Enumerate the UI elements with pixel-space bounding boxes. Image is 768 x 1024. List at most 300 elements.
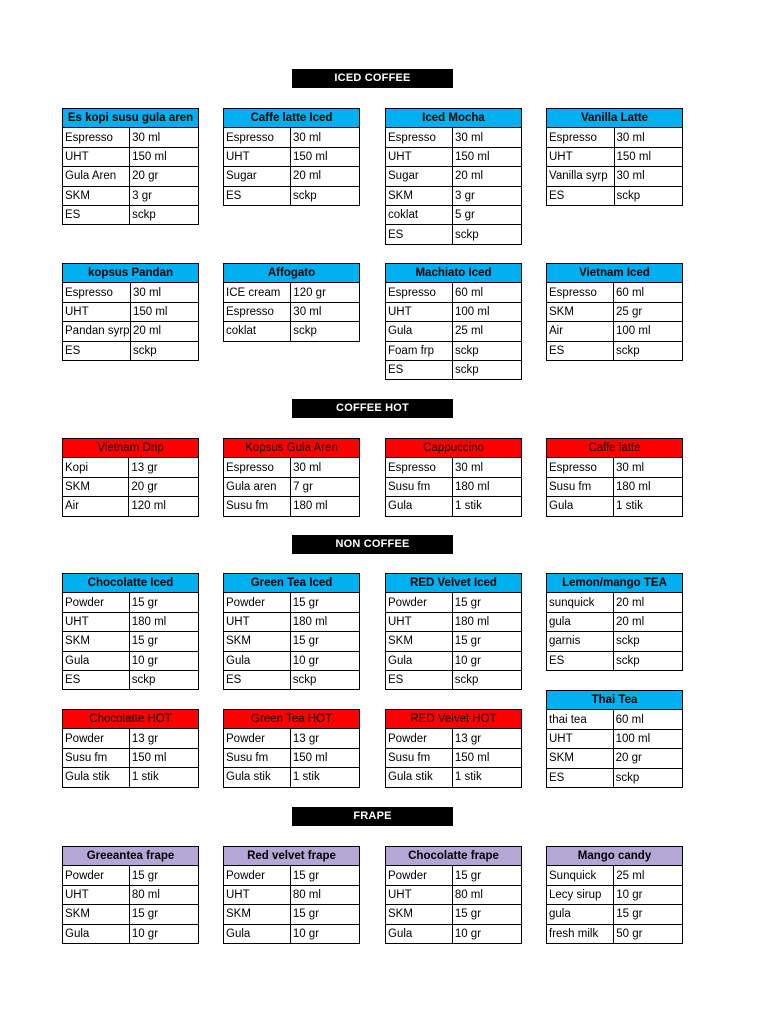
- ingredient-amount: 180 ml: [452, 612, 521, 631]
- recipe-card: [62, 108, 199, 225]
- ingredient-name: ES: [547, 186, 615, 205]
- recipe-card: [546, 573, 683, 671]
- ingredient-name: fresh milk: [547, 924, 614, 943]
- ingredient-amount: 25 gr: [613, 302, 682, 321]
- ingredient-amount: 25 ml: [614, 866, 683, 885]
- ingredient-amount: 15 gr: [129, 866, 198, 885]
- ingredient-amount: 180 ml: [290, 612, 359, 631]
- recipe-card: [385, 263, 522, 380]
- ingredient-amount: 3 gr: [452, 186, 521, 205]
- ingredient-name: Gula: [386, 651, 453, 670]
- ingredient-amount: 5 gr: [452, 205, 521, 224]
- ingredient-amount: 30 ml: [130, 128, 199, 147]
- ingredient-name: SKM: [547, 302, 614, 321]
- ingredient-amount: 1 stik: [452, 768, 521, 787]
- ingredient-amount: sckp: [452, 341, 521, 360]
- ingredient-row: [386, 924, 522, 943]
- ingredient-row: [386, 632, 522, 651]
- ingredient-name: UHT: [63, 885, 130, 904]
- ingredient-amount: sckp: [290, 186, 359, 205]
- recipe-title: RED Velvet Iced: [386, 574, 522, 593]
- ingredient-row: [386, 885, 522, 904]
- ingredient-amount: 30 ml: [130, 283, 198, 302]
- ingredient-name: Gula stik: [63, 768, 130, 787]
- ingredient-amount: 80 ml: [129, 885, 198, 904]
- ingredient-name: coklat: [386, 205, 453, 224]
- ingredient-row: [547, 729, 683, 748]
- ingredient-name: UHT: [386, 147, 453, 166]
- ingredient-name: Susu fm: [224, 497, 291, 516]
- ingredient-amount: 1 stik: [290, 768, 359, 787]
- recipe-card: [546, 690, 683, 788]
- ingredient-row: [386, 322, 522, 341]
- recipe-card: [62, 438, 199, 517]
- ingredient-row: [547, 322, 683, 341]
- ingredient-amount: 1 stik: [452, 497, 521, 516]
- ingredient-name: UHT: [386, 612, 453, 631]
- recipe-card: [223, 263, 360, 342]
- ingredient-row: [386, 748, 522, 767]
- ingredient-amount: 15 gr: [290, 905, 359, 924]
- ingredient-name: Foam frp: [386, 341, 453, 360]
- ingredient-name: SKM: [386, 186, 453, 205]
- ingredient-amount: sckp: [614, 632, 683, 651]
- ingredient-amount: 180 ml: [613, 477, 682, 496]
- ingredient-amount: 50 gr: [614, 924, 683, 943]
- ingredient-amount: sckp: [614, 186, 682, 205]
- ingredient-row: [547, 302, 683, 321]
- ingredient-row: [547, 477, 683, 496]
- ingredient-name: gula: [547, 905, 614, 924]
- recipe-title: Lemon/mango TEA: [547, 574, 683, 593]
- recipe-card: [223, 573, 360, 690]
- section-banner-non-coffee: NON COFFEE: [292, 535, 453, 554]
- ingredient-name: Espresso: [224, 458, 291, 477]
- ingredient-name: Sugar: [224, 167, 291, 186]
- ingredient-name: ES: [63, 205, 130, 224]
- ingredient-row: [386, 167, 522, 186]
- ingredient-row: [386, 612, 522, 631]
- ingredient-row: [547, 924, 683, 943]
- section-banner-iced-coffee: ICED COFFEE: [292, 69, 453, 88]
- ingredient-name: ES: [224, 186, 291, 205]
- ingredient-row: [224, 866, 360, 885]
- ingredient-row: [63, 593, 199, 612]
- ingredient-amount: sckp: [614, 651, 683, 670]
- ingredient-name: Gula: [386, 322, 453, 341]
- ingredient-name: SKM: [63, 632, 130, 651]
- ingredient-amount: 60 ml: [452, 283, 521, 302]
- ingredient-row: [224, 302, 360, 321]
- ingredient-name: UHT: [547, 147, 615, 166]
- ingredient-row: [386, 186, 522, 205]
- recipe-card: [385, 573, 522, 690]
- ingredient-row: [547, 186, 683, 205]
- ingredient-amount: sckp: [452, 360, 521, 379]
- ingredient-name: thai tea: [547, 710, 614, 729]
- ingredient-amount: 80 ml: [452, 885, 521, 904]
- ingredient-row: [547, 147, 683, 166]
- recipe-card: [385, 846, 522, 944]
- ingredient-amount: 20 gr: [129, 477, 199, 496]
- ingredient-row: [386, 670, 522, 689]
- ingredient-name: Powder: [224, 593, 291, 612]
- ingredient-name: Powder: [224, 729, 291, 748]
- ingredient-name: ES: [547, 341, 614, 360]
- ingredient-name: Sunquick: [547, 866, 614, 885]
- ingredient-amount: 150 ml: [452, 147, 521, 166]
- ingredient-name: Gula stik: [224, 768, 291, 787]
- recipe-title: Green Tea HOT: [224, 710, 360, 729]
- ingredient-name: Air: [63, 497, 129, 516]
- ingredient-row: [386, 497, 522, 516]
- ingredient-amount: 15 gr: [452, 593, 521, 612]
- recipe-title: Chocolatte HOT: [63, 710, 199, 729]
- ingredient-amount: sckp: [452, 225, 521, 244]
- recipe-title: RED Velvet HOT: [386, 710, 522, 729]
- ingredient-name: Pandan syrp: [63, 322, 131, 341]
- recipe-title: Mango candy: [547, 847, 683, 866]
- ingredient-row: [547, 710, 683, 729]
- ingredient-amount: 13 gr: [129, 458, 199, 477]
- ingredient-name: SKM: [63, 905, 130, 924]
- ingredient-row: [63, 905, 199, 924]
- ingredient-name: Espresso: [547, 283, 614, 302]
- ingredient-row: [547, 283, 683, 302]
- ingredient-amount: 13 gr: [452, 729, 521, 748]
- ingredient-row: [224, 729, 360, 748]
- ingredient-amount: 10 gr: [452, 924, 521, 943]
- ingredient-amount: 150 ml: [129, 748, 198, 767]
- ingredient-amount: 15 gr: [290, 632, 359, 651]
- ingredient-amount: 20 ml: [452, 167, 521, 186]
- recipe-title: Affogato: [224, 264, 360, 283]
- ingredient-row: [63, 458, 199, 477]
- ingredient-name: Gula aren: [224, 477, 291, 496]
- ingredient-row: [224, 924, 360, 943]
- ingredient-name: Powder: [63, 729, 130, 748]
- ingredient-amount: 20 ml: [614, 593, 683, 612]
- ingredient-amount: 15 gr: [614, 905, 683, 924]
- ingredient-row: [547, 593, 683, 612]
- ingredient-row: [63, 128, 199, 147]
- ingredient-row: [386, 651, 522, 670]
- ingredient-amount: 150 ml: [290, 748, 359, 767]
- ingredient-amount: sckp: [613, 768, 682, 787]
- ingredient-row: [224, 651, 360, 670]
- ingredient-amount: 10 gr: [290, 924, 359, 943]
- ingredient-name: Espresso: [547, 458, 614, 477]
- recipe-title: kopsus Pandan: [63, 264, 199, 283]
- ingredient-amount: 15 gr: [452, 866, 521, 885]
- ingredient-row: [224, 885, 360, 904]
- ingredient-amount: 60 ml: [613, 710, 682, 729]
- ingredient-name: UHT: [386, 885, 453, 904]
- ingredient-amount: 10 gr: [129, 651, 198, 670]
- ingredient-name: Susu fm: [386, 748, 453, 767]
- ingredient-amount: 180 ml: [452, 477, 521, 496]
- ingredient-amount: 15 gr: [452, 905, 521, 924]
- ingredient-row: [224, 593, 360, 612]
- ingredient-amount: 15 gr: [452, 632, 521, 651]
- ingredient-name: UHT: [224, 147, 291, 166]
- section-banner-coffee-hot: COFFEE HOT: [292, 399, 453, 418]
- ingredient-name: SKM: [224, 905, 291, 924]
- ingredient-row: [386, 302, 522, 321]
- ingredient-row: [547, 885, 683, 904]
- ingredient-row: [224, 632, 360, 651]
- recipe-card: [62, 709, 199, 788]
- ingredient-row: [386, 866, 522, 885]
- ingredient-amount: sckp: [291, 322, 360, 341]
- ingredient-name: UHT: [224, 885, 291, 904]
- ingredient-amount: 1 stik: [129, 768, 198, 787]
- ingredient-name: sunquick: [547, 593, 614, 612]
- ingredient-name: ICE cream: [224, 283, 291, 302]
- ingredient-row: [63, 147, 199, 166]
- ingredient-row: [547, 128, 683, 147]
- ingredient-row: [63, 866, 199, 885]
- recipe-card: [62, 573, 199, 690]
- ingredient-name: Gula: [63, 924, 130, 943]
- ingredient-name: Espresso: [386, 458, 453, 477]
- ingredient-name: Gula: [547, 497, 614, 516]
- ingredient-row: [547, 458, 683, 477]
- ingredient-row: [224, 167, 360, 186]
- ingredient-row: [224, 748, 360, 767]
- recipe-card: [385, 108, 522, 245]
- ingredient-amount: sckp: [130, 205, 199, 224]
- ingredient-amount: sckp: [452, 670, 521, 689]
- ingredient-row: [63, 497, 199, 516]
- recipe-card: [62, 263, 199, 361]
- ingredient-row: [63, 924, 199, 943]
- recipe-title: Vietnam Iced: [547, 264, 683, 283]
- ingredient-name: Powder: [386, 866, 453, 885]
- ingredient-name: garnis: [547, 632, 614, 651]
- ingredient-name: UHT: [63, 302, 131, 321]
- ingredient-amount: sckp: [130, 341, 198, 360]
- ingredient-row: [386, 128, 522, 147]
- ingredient-name: Espresso: [63, 283, 131, 302]
- recipe-card: [223, 709, 360, 788]
- ingredient-name: Vanilla syrp: [547, 167, 615, 186]
- ingredient-name: ES: [547, 768, 614, 787]
- ingredient-amount: 80 ml: [290, 885, 359, 904]
- ingredient-name: UHT: [63, 612, 130, 631]
- ingredient-name: coklat: [224, 322, 291, 341]
- ingredient-amount: 20 gr: [613, 749, 682, 768]
- ingredient-amount: 30 ml: [614, 128, 682, 147]
- ingredient-row: [386, 729, 522, 748]
- ingredient-amount: 7 gr: [291, 477, 360, 496]
- ingredient-amount: 30 ml: [452, 458, 521, 477]
- ingredient-row: [547, 497, 683, 516]
- recipe-title: Chocolatte Iced: [63, 574, 199, 593]
- ingredient-row: [386, 147, 522, 166]
- ingredient-name: Kopi: [63, 458, 129, 477]
- recipe-card: [546, 108, 683, 206]
- recipe-card: [546, 438, 683, 517]
- ingredient-row: [63, 768, 199, 787]
- ingredient-row: [386, 593, 522, 612]
- ingredient-name: Gula: [386, 924, 453, 943]
- ingredient-row: [386, 905, 522, 924]
- ingredient-name: Espresso: [224, 128, 291, 147]
- ingredient-row: [547, 866, 683, 885]
- recipe-title: Red velvet frape: [224, 847, 360, 866]
- ingredient-name: Gula stik: [386, 768, 453, 787]
- ingredient-row: [63, 322, 199, 341]
- ingredient-name: Gula: [386, 497, 453, 516]
- ingredient-amount: 30 ml: [291, 458, 360, 477]
- ingredient-amount: 10 gr: [129, 924, 198, 943]
- ingredient-amount: 120 gr: [291, 283, 360, 302]
- recipe-title: Vanilla Latte: [547, 109, 683, 128]
- ingredient-name: Espresso: [224, 302, 291, 321]
- ingredient-name: Lecy sirup: [547, 885, 614, 904]
- section-banner-frape: FRAPE: [292, 807, 453, 826]
- ingredient-row: [224, 186, 360, 205]
- recipe-card: [546, 263, 683, 361]
- recipe-title: Machiato Iced: [386, 264, 522, 283]
- ingredient-amount: 150 ml: [130, 147, 199, 166]
- ingredient-name: Powder: [63, 866, 130, 885]
- ingredient-amount: 15 gr: [290, 866, 359, 885]
- ingredient-amount: 60 ml: [613, 283, 682, 302]
- ingredient-row: [224, 670, 360, 689]
- ingredient-row: [63, 341, 199, 360]
- ingredient-name: ES: [63, 341, 131, 360]
- ingredient-amount: 20 ml: [130, 322, 198, 341]
- ingredient-amount: 25 ml: [452, 322, 521, 341]
- recipe-card: [223, 846, 360, 944]
- ingredient-row: [63, 885, 199, 904]
- ingredient-amount: 20 ml: [290, 167, 359, 186]
- ingredient-name: Susu fm: [386, 477, 453, 496]
- ingredient-amount: 100 ml: [613, 322, 682, 341]
- ingredient-row: [224, 612, 360, 631]
- recipe-card: [385, 709, 522, 788]
- ingredient-amount: 30 ml: [613, 458, 682, 477]
- ingredient-name: Powder: [386, 593, 453, 612]
- ingredient-amount: 15 gr: [290, 593, 359, 612]
- ingredient-amount: 100 ml: [613, 729, 682, 748]
- ingredient-row: [224, 283, 360, 302]
- ingredient-amount: 10 gr: [452, 651, 521, 670]
- recipe-title: Greeantea frape: [63, 847, 199, 866]
- ingredient-amount: 30 ml: [290, 128, 359, 147]
- ingredient-name: UHT: [547, 729, 614, 748]
- ingredient-row: [547, 167, 683, 186]
- ingredient-name: Susu fm: [547, 477, 614, 496]
- ingredient-name: SKM: [63, 477, 129, 496]
- ingredient-row: [547, 632, 683, 651]
- recipe-card: [62, 846, 199, 944]
- ingredient-row: [386, 225, 522, 244]
- recipe-title: Vietnam Drip: [63, 439, 199, 458]
- recipe-title: Thai Tea: [547, 691, 683, 710]
- ingredient-name: Gula: [224, 924, 291, 943]
- ingredient-row: [386, 477, 522, 496]
- ingredient-amount: 15 gr: [129, 593, 198, 612]
- ingredient-row: [386, 341, 522, 360]
- ingredient-name: UHT: [224, 612, 291, 631]
- ingredient-amount: 20 gr: [130, 167, 199, 186]
- ingredient-name: Gula Aren: [63, 167, 130, 186]
- ingredient-name: Air: [547, 322, 614, 341]
- ingredient-row: [63, 167, 199, 186]
- ingredient-name: ES: [386, 670, 453, 689]
- ingredient-row: [386, 768, 522, 787]
- recipe-title: Green Tea Iced: [224, 574, 360, 593]
- ingredient-amount: 13 gr: [129, 729, 198, 748]
- ingredient-amount: 150 ml: [452, 748, 521, 767]
- recipe-card: [223, 108, 360, 206]
- ingredient-amount: 10 gr: [290, 651, 359, 670]
- ingredient-amount: 13 gr: [290, 729, 359, 748]
- ingredient-name: Susu fm: [63, 748, 130, 767]
- ingredient-row: [63, 477, 199, 496]
- ingredient-name: gula: [547, 612, 614, 631]
- ingredient-amount: sckp: [129, 670, 198, 689]
- recipe-title: Caffe latte Iced: [224, 109, 360, 128]
- ingredient-name: Espresso: [386, 128, 453, 147]
- ingredient-name: Powder: [386, 729, 453, 748]
- ingredient-row: [63, 186, 199, 205]
- ingredient-name: SKM: [386, 905, 453, 924]
- ingredient-name: Powder: [224, 866, 291, 885]
- ingredient-row: [386, 283, 522, 302]
- ingredient-name: UHT: [63, 147, 130, 166]
- ingredient-name: ES: [386, 225, 453, 244]
- ingredient-row: [224, 477, 360, 496]
- ingredient-row: [547, 612, 683, 631]
- recipe-title: Chocolatte frape: [386, 847, 522, 866]
- ingredient-name: SKM: [547, 749, 614, 768]
- ingredient-row: [224, 322, 360, 341]
- recipe-title: Cappuccino: [386, 439, 522, 458]
- ingredient-name: Susu fm: [224, 748, 291, 767]
- ingredient-row: [547, 651, 683, 670]
- ingredient-amount: 120 ml: [129, 497, 199, 516]
- ingredient-amount: 15 gr: [129, 632, 198, 651]
- ingredient-row: [224, 128, 360, 147]
- recipe-title: Kopsus Gula Aren: [224, 439, 360, 458]
- ingredient-amount: 150 ml: [130, 302, 198, 321]
- ingredient-amount: 150 ml: [614, 147, 682, 166]
- ingredient-name: Powder: [63, 593, 130, 612]
- recipe-title: Caffe latte: [547, 439, 683, 458]
- ingredient-name: ES: [63, 670, 130, 689]
- ingredient-row: [63, 302, 199, 321]
- ingredient-name: Gula: [224, 651, 291, 670]
- ingredient-row: [547, 768, 683, 787]
- ingredient-name: SKM: [386, 632, 453, 651]
- ingredient-row: [63, 651, 199, 670]
- ingredient-amount: 20 ml: [614, 612, 683, 631]
- ingredient-row: [63, 612, 199, 631]
- ingredient-name: ES: [547, 651, 614, 670]
- ingredient-row: [63, 670, 199, 689]
- ingredient-amount: 3 gr: [130, 186, 199, 205]
- ingredient-amount: sckp: [290, 670, 359, 689]
- ingredient-amount: 100 ml: [452, 302, 521, 321]
- ingredient-row: [386, 360, 522, 379]
- ingredient-amount: 150 ml: [290, 147, 359, 166]
- ingredient-name: UHT: [386, 302, 453, 321]
- recipe-title: Es kopi susu gula aren: [63, 109, 199, 128]
